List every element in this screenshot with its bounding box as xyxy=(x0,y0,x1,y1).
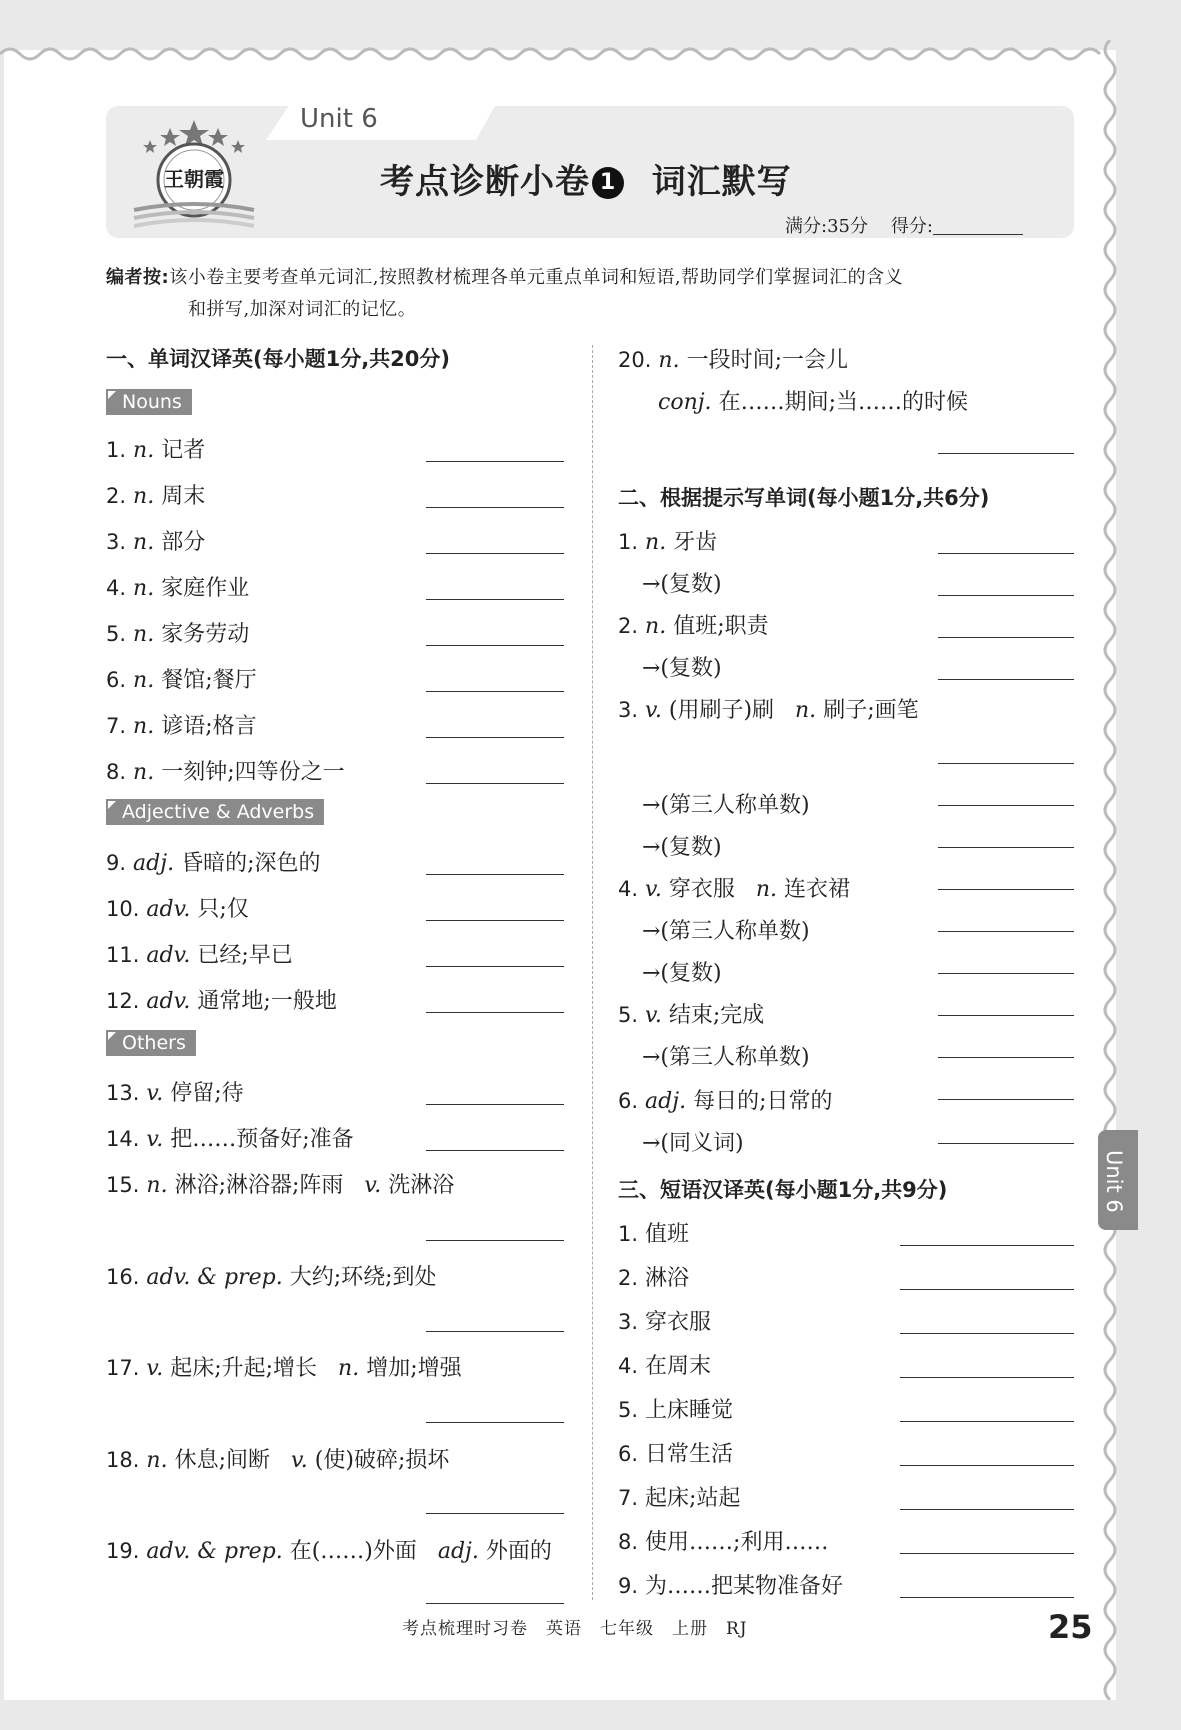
section-title: 二、根据提示写单词(每小题1分,共6分) xyxy=(618,486,990,510)
question-number: 5. xyxy=(106,622,127,646)
answer-blank[interactable] xyxy=(938,1015,1074,1016)
question-number: 6. xyxy=(618,1089,639,1113)
answer-blank[interactable] xyxy=(426,1240,564,1241)
answer-blank[interactable] xyxy=(426,1150,564,1151)
question-number: 19. xyxy=(106,1539,140,1563)
part-of-speech: v. xyxy=(146,1081,164,1106)
question-item xyxy=(618,998,764,1029)
part-of-speech: n. xyxy=(133,622,155,647)
question-text: 日常生活 xyxy=(645,1442,734,1467)
question-item xyxy=(106,571,249,602)
question-number: 2. xyxy=(618,614,639,638)
wavy-top-border xyxy=(0,44,1120,64)
part-of-speech: n. xyxy=(133,668,155,693)
question-item xyxy=(106,892,249,923)
question-number: 7. xyxy=(106,714,127,738)
answer-blank[interactable] xyxy=(426,691,564,692)
editor-note-line1: 该小卷主要考查单元词汇,按照教材梳理各单元重点单词和短语,帮助同学们掌握词汇的含义 xyxy=(169,267,904,288)
question-number: 13. xyxy=(106,1081,140,1105)
question-item xyxy=(642,1126,744,1157)
paper-title: 考点诊断小卷 1 词汇默写 xyxy=(380,162,792,202)
question-item xyxy=(106,755,345,786)
question-text: 在周末 xyxy=(645,1354,712,1379)
hint-text: →(第三人称单数) xyxy=(642,793,810,818)
answer-blank[interactable] xyxy=(426,1422,564,1423)
question-item xyxy=(106,1351,462,1382)
part-of-speech: adv. xyxy=(146,897,191,922)
wavy-right-border xyxy=(1098,40,1122,1700)
part-of-speech: n. xyxy=(795,698,817,723)
question-item xyxy=(642,651,722,682)
question-item xyxy=(618,1305,711,1336)
answer-blank[interactable] xyxy=(900,1553,1074,1554)
answer-blank[interactable] xyxy=(426,783,564,784)
question-item xyxy=(642,914,810,945)
part-of-speech: n. xyxy=(133,760,155,785)
question-number: 4. xyxy=(618,877,639,901)
answer-blank[interactable] xyxy=(938,453,1074,454)
question-number: 17. xyxy=(106,1356,140,1380)
answer-blank[interactable] xyxy=(938,805,1074,806)
part-of-speech: n. xyxy=(133,530,155,555)
part-of-speech: n. xyxy=(755,877,778,902)
question-text: 家务劳动 xyxy=(161,622,250,647)
answer-blank[interactable] xyxy=(938,1057,1074,1058)
question-text: 家庭作业 xyxy=(161,576,250,601)
question-item xyxy=(618,872,850,903)
question-text: 谚语;格言 xyxy=(161,714,257,739)
question-item xyxy=(106,479,205,510)
question-item xyxy=(106,1122,354,1153)
section-title: 三、短语汉译英(每小题1分,共9分) xyxy=(618,1178,948,1202)
question-item xyxy=(106,846,320,877)
question-item xyxy=(642,567,722,598)
question-text: 在……期间;当……的时候 xyxy=(718,390,968,415)
answer-blank[interactable] xyxy=(900,1421,1074,1422)
answer-blank[interactable] xyxy=(426,1104,564,1105)
question-text: 只;仅 xyxy=(197,897,249,922)
answer-blank[interactable] xyxy=(938,889,1074,890)
unit-label: Unit 6 xyxy=(300,104,378,134)
answer-blank[interactable] xyxy=(900,1333,1074,1334)
question-number: 6. xyxy=(106,668,127,692)
hint-text: →(第三人称单数) xyxy=(642,919,810,944)
hint-text: →(复数) xyxy=(642,835,722,860)
question-text: 淋浴;淋浴器;阵雨 xyxy=(174,1173,344,1198)
score-box xyxy=(785,212,1023,238)
question-number: 1. xyxy=(618,1222,639,1246)
question-item xyxy=(618,1525,828,1556)
question-item xyxy=(618,1481,740,1512)
question-text: 连衣裙 xyxy=(784,877,851,902)
question-item xyxy=(618,1084,832,1115)
question-item xyxy=(106,1443,449,1474)
question-text: 牙齿 xyxy=(673,530,718,555)
question-item xyxy=(618,525,717,556)
question-number: 7. xyxy=(618,1486,639,1510)
answer-blank[interactable] xyxy=(426,599,564,600)
question-text: 值班;职责 xyxy=(673,614,769,639)
answer-blank[interactable] xyxy=(426,966,564,967)
question-item xyxy=(618,1569,843,1600)
question-item xyxy=(106,525,205,556)
full-score: 满分:35分 xyxy=(785,216,868,237)
publisher-logo xyxy=(132,118,257,230)
svg-text:王朝霞: 王朝霞 xyxy=(164,167,224,191)
question-text: 外面的 xyxy=(485,1539,552,1564)
question-item xyxy=(642,788,810,819)
part-of-speech: adv. xyxy=(146,943,191,968)
part-of-speech: adj. xyxy=(645,1089,687,1114)
answer-blank[interactable] xyxy=(426,507,564,508)
question-text: 休息;间断 xyxy=(174,1448,270,1473)
question-text: 一段时间;一会儿 xyxy=(686,348,848,373)
part-of-speech: v. xyxy=(645,877,662,902)
column-divider xyxy=(592,345,593,1600)
answer-blank[interactable] xyxy=(426,461,564,462)
answer-blank[interactable] xyxy=(938,1099,1074,1100)
question-item xyxy=(106,1076,244,1107)
question-text: 餐馆;餐厅 xyxy=(161,668,257,693)
question-number: 20. xyxy=(618,348,652,372)
question-item xyxy=(106,709,257,740)
answer-blank[interactable] xyxy=(426,874,564,875)
question-item xyxy=(106,938,293,969)
question-number: 5. xyxy=(618,1003,639,1027)
answer-blank[interactable] xyxy=(426,1012,564,1013)
part-of-speech: n. xyxy=(645,530,667,555)
question-item xyxy=(642,1040,810,1071)
answer-blank[interactable] xyxy=(938,1143,1074,1144)
question-text: 淋浴 xyxy=(645,1266,690,1291)
question-text: 停留;待 xyxy=(170,1081,244,1106)
answer-blank[interactable] xyxy=(426,645,564,646)
answer-blank[interactable] xyxy=(938,637,1074,638)
question-text: 使用……;利用…… xyxy=(645,1530,829,1555)
answer-blank[interactable] xyxy=(900,1377,1074,1378)
question-text: 起床;站起 xyxy=(645,1486,741,1511)
part-of-speech: adj. xyxy=(437,1539,479,1564)
question-number: 3. xyxy=(106,530,127,554)
section-title: 一、单词汉译英(每小题1分,共20分) xyxy=(106,347,451,371)
editor-note xyxy=(106,262,1076,326)
question-text: 穿衣服 xyxy=(645,1310,712,1335)
question-number: 8. xyxy=(106,760,127,784)
question-text: 一刻钟;四等份之一 xyxy=(161,760,345,785)
part-of-speech: adj. xyxy=(133,851,175,876)
question-number: 2. xyxy=(106,484,127,508)
question-text: 洗淋浴 xyxy=(388,1173,455,1198)
answer-blank[interactable] xyxy=(938,595,1074,596)
part-of-speech: n. xyxy=(658,348,680,373)
question-number: 4. xyxy=(106,576,127,600)
question-item xyxy=(106,984,337,1015)
footer-text: 考点梳理时习卷 英语 七年级 上册 RJ xyxy=(402,1619,748,1639)
part-of-speech: n. xyxy=(645,614,667,639)
hint-text: →(复数) xyxy=(642,572,722,597)
question-number: 3. xyxy=(618,1310,639,1334)
answer-blank[interactable] xyxy=(426,1513,564,1514)
part-of-speech: adv. & prep. xyxy=(146,1265,283,1290)
answer-blank[interactable] xyxy=(426,553,564,554)
answer-blank[interactable] xyxy=(900,1597,1074,1598)
question-item xyxy=(106,1260,437,1291)
answer-blank[interactable] xyxy=(900,1289,1074,1290)
question-item xyxy=(618,693,919,724)
question-number: 3. xyxy=(618,698,639,722)
question-item-continuation xyxy=(658,385,968,416)
question-number: 11. xyxy=(106,943,140,967)
answer-blank[interactable] xyxy=(426,920,564,921)
category-tag: Others xyxy=(106,1030,196,1056)
question-item xyxy=(618,1217,689,1248)
question-item xyxy=(618,1349,711,1380)
question-number: 15. xyxy=(106,1173,140,1197)
question-number: 12. xyxy=(106,989,140,1013)
part-of-speech: n. xyxy=(146,1448,168,1473)
question-text: 大约;环绕;到处 xyxy=(289,1265,437,1290)
question-item xyxy=(618,343,848,374)
question-number: 9. xyxy=(618,1574,639,1598)
part-of-speech: v. xyxy=(364,1173,382,1198)
question-text: (用刷子)刷 xyxy=(668,698,775,723)
editor-note-line2: 和拼写,加深对词汇的记忆。 xyxy=(188,299,417,320)
hint-text: →(第三人称单数) xyxy=(642,1045,810,1070)
question-number: 6. xyxy=(618,1442,639,1466)
question-number: 18. xyxy=(106,1448,140,1472)
question-item xyxy=(106,663,257,694)
question-text: 每日的;日常的 xyxy=(693,1089,833,1114)
answer-blank[interactable] xyxy=(938,679,1074,680)
question-number: 16. xyxy=(106,1265,140,1289)
question-number: 9. xyxy=(106,851,127,875)
hint-text: →(复数) xyxy=(642,961,722,986)
question-item xyxy=(618,1393,733,1424)
question-number: 4. xyxy=(618,1354,639,1378)
question-number: 2. xyxy=(618,1266,639,1290)
question-text: 为……把某物准备好 xyxy=(645,1574,844,1599)
category-tag: Adjective & Adverbs xyxy=(106,799,324,825)
question-text: 周末 xyxy=(161,484,206,509)
answer-blank[interactable] xyxy=(938,553,1074,554)
question-text: 部分 xyxy=(161,530,206,555)
answer-blank[interactable] xyxy=(900,1465,1074,1466)
question-text: 结束;完成 xyxy=(668,1003,765,1028)
answer-blank[interactable] xyxy=(938,763,1074,764)
editor-note-label: 编者按: xyxy=(106,267,170,288)
answer-blank[interactable] xyxy=(426,737,564,738)
question-text: 在(……)外面 xyxy=(289,1539,417,1564)
part-of-speech: n. xyxy=(133,438,155,463)
part-of-speech: n. xyxy=(133,714,155,739)
question-number: 8. xyxy=(618,1530,639,1554)
part-of-speech: conj. xyxy=(658,390,712,415)
part-of-speech: n. xyxy=(133,576,155,601)
question-text: 上床睡觉 xyxy=(645,1398,734,1423)
question-item xyxy=(106,433,205,464)
part-of-speech: n. xyxy=(133,484,155,509)
question-item xyxy=(642,830,722,861)
question-text: 已经;早已 xyxy=(197,943,293,968)
answer-blank[interactable] xyxy=(426,1331,564,1332)
question-item xyxy=(618,1437,733,1468)
part-of-speech: v. xyxy=(290,1448,308,1473)
part-of-speech: v. xyxy=(645,698,662,723)
question-item xyxy=(106,1534,552,1565)
category-tag: Nouns xyxy=(106,389,192,415)
question-text: 穿衣服 xyxy=(668,877,735,902)
title-number-badge: 1 xyxy=(592,167,624,199)
part-of-speech: adv. & prep. xyxy=(146,1539,283,1564)
answer-blank[interactable] xyxy=(900,1509,1074,1510)
answer-blank[interactable] xyxy=(938,847,1074,848)
answer-blank[interactable] xyxy=(426,1603,564,1604)
question-item xyxy=(642,956,722,987)
part-of-speech: v. xyxy=(146,1127,164,1152)
part-of-speech: adv. xyxy=(146,989,191,1014)
question-number: 10. xyxy=(106,897,140,921)
question-text: 昏暗的;深色的 xyxy=(181,851,321,876)
hint-text: →(复数) xyxy=(642,656,722,681)
question-text: 通常地;一般地 xyxy=(197,989,337,1014)
question-text: 记者 xyxy=(161,438,206,463)
question-text: 增加;增强 xyxy=(366,1356,462,1381)
hint-text: →(同义词) xyxy=(642,1131,744,1156)
score-label: 得分: xyxy=(890,216,933,237)
question-text: 刷子;画笔 xyxy=(823,698,919,723)
question-number: 1. xyxy=(106,438,127,462)
score-blank[interactable] xyxy=(933,234,1023,235)
question-text: (使)破碎;损坏 xyxy=(314,1448,450,1473)
question-item xyxy=(106,617,249,648)
part-of-speech: v. xyxy=(146,1356,164,1381)
question-number: 14. xyxy=(106,1127,140,1151)
question-item xyxy=(618,1261,689,1292)
part-of-speech: n. xyxy=(146,1173,168,1198)
page-number: 25 xyxy=(1048,1608,1093,1646)
answer-blank[interactable] xyxy=(938,973,1074,974)
part-of-speech: n. xyxy=(338,1356,360,1381)
question-number: 1. xyxy=(618,530,639,554)
part-of-speech: v. xyxy=(645,1003,662,1028)
question-text: 把……预备好;准备 xyxy=(170,1127,354,1152)
question-item xyxy=(106,1168,454,1199)
answer-blank[interactable] xyxy=(938,931,1074,932)
answer-blank[interactable] xyxy=(900,1245,1074,1246)
question-number: 5. xyxy=(618,1398,639,1422)
question-text: 起床;升起;增长 xyxy=(170,1356,318,1381)
question-item xyxy=(618,609,769,640)
side-unit-tab: Unit 6 xyxy=(1098,1130,1138,1230)
question-text: 值班 xyxy=(645,1222,690,1247)
